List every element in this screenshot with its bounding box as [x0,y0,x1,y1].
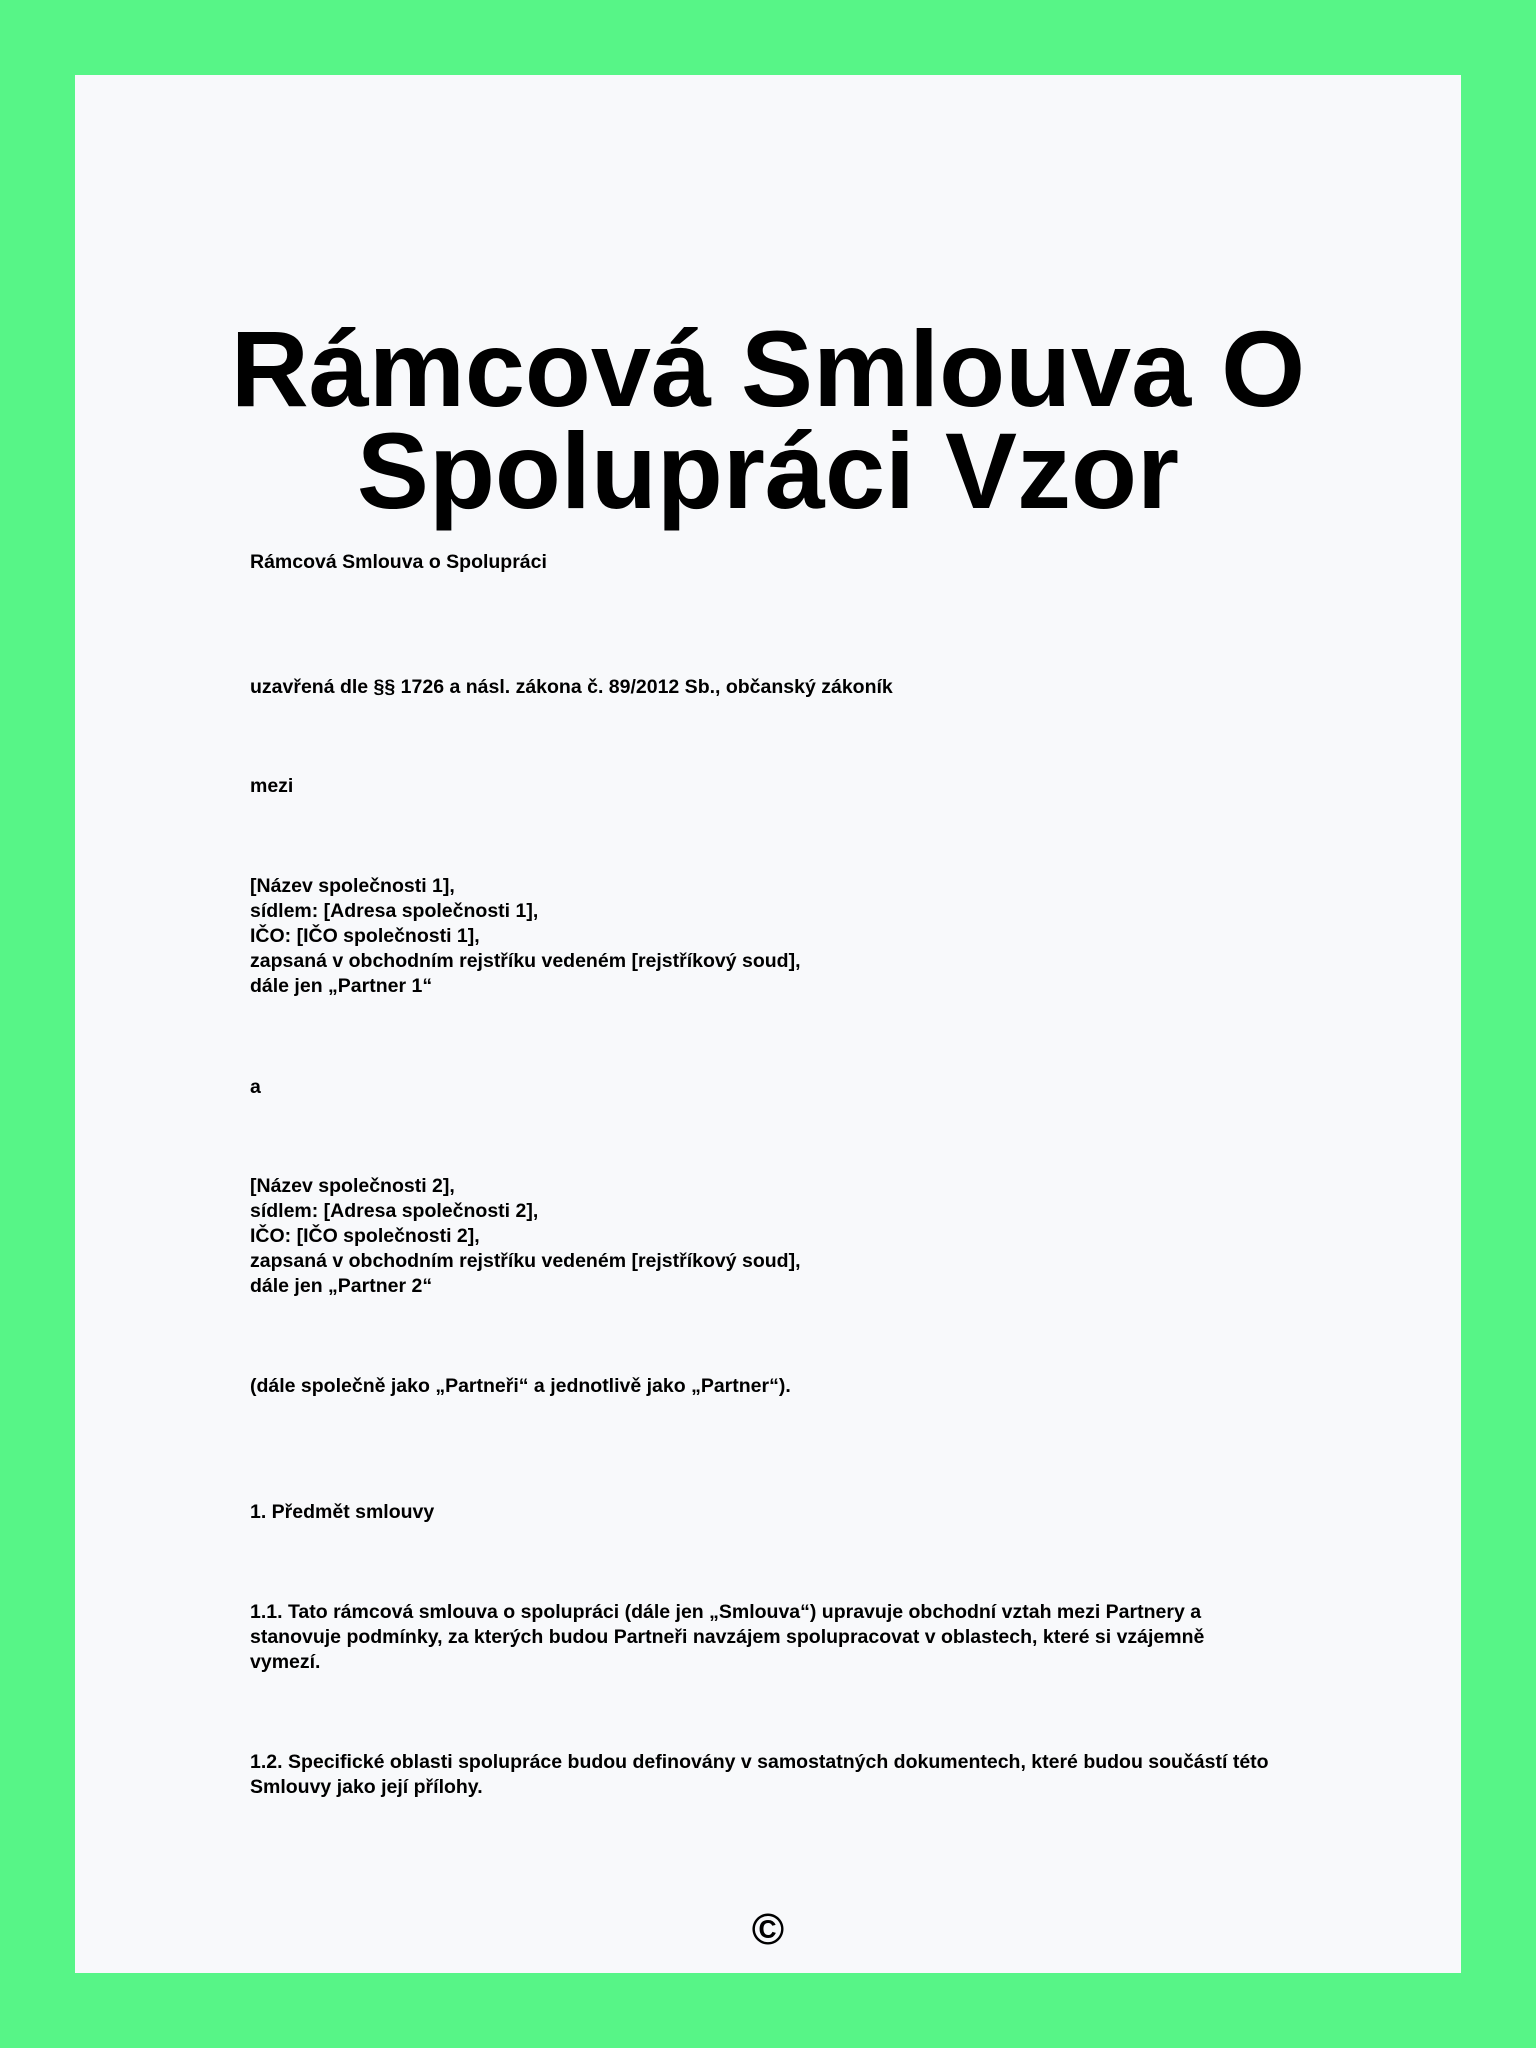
party-1-line: IČO: [IČO společnosti 1], [250,925,480,947]
party-2-line: [Název společnosti 2], [250,1175,455,1197]
and-text: a [250,1076,261,1098]
party-1-line: zapsaná v obchodním rejstříku vedeném [rejstříkový soud], [250,950,801,972]
together-text: (dále společně jako „Partneři“ a jednotlivě jako „Partner“). [250,1375,791,1397]
party-2-block [250,1174,1340,1299]
page-title: Rámcová Smlouva O Spolupráci Vzor [230,308,1306,531]
between-text: mezi [250,775,294,797]
party-1-line: dále jen „Partner 1“ [250,975,433,997]
document-page [75,75,1461,1973]
section-1-heading: 1. Předmět smlouvy [250,1501,435,1523]
doc-heading: Rámcová Smlouva o Spolupráci [250,551,547,573]
party-1-line: sídlem: [Adresa společnosti 1], [250,900,539,922]
legal-basis: uzavřená dle §§ 1726 a násl. zákona č. 89/2012 Sb., občanský zákoník [250,676,893,698]
party-2-line: dále jen „Partner 2“ [250,1275,433,1297]
party-2-line: zapsaná v obchodním rejstříku vedeném [rejstříkový soud], [250,1250,801,1272]
copyright-icon: © [751,1905,785,1954]
clause-1-1: 1.1. Tato rámcová smlouva o spolupráci (dále jen „Smlouva“) upravuje obchodní vztah mezi Partnery a stanovuje podmínky, za kterých budou Partneři navzájem spolupracovat v oblastech, které si vzájemně vymezí. [250,1601,1205,1673]
clause-1-2: 1.2. Specifické oblasti spolupráce budou definovány v samostatných dokumentech, které budou součástí této Smlouvy jako její přílohy. [250,1751,1269,1798]
party-2-line: sídlem: [Adresa společnosti 2], [250,1200,539,1222]
party-1-block [250,874,1340,999]
party-2-line: IČO: [IČO společnosti 2], [250,1225,480,1247]
party-1-line: [Název společnosti 1], [250,875,455,897]
